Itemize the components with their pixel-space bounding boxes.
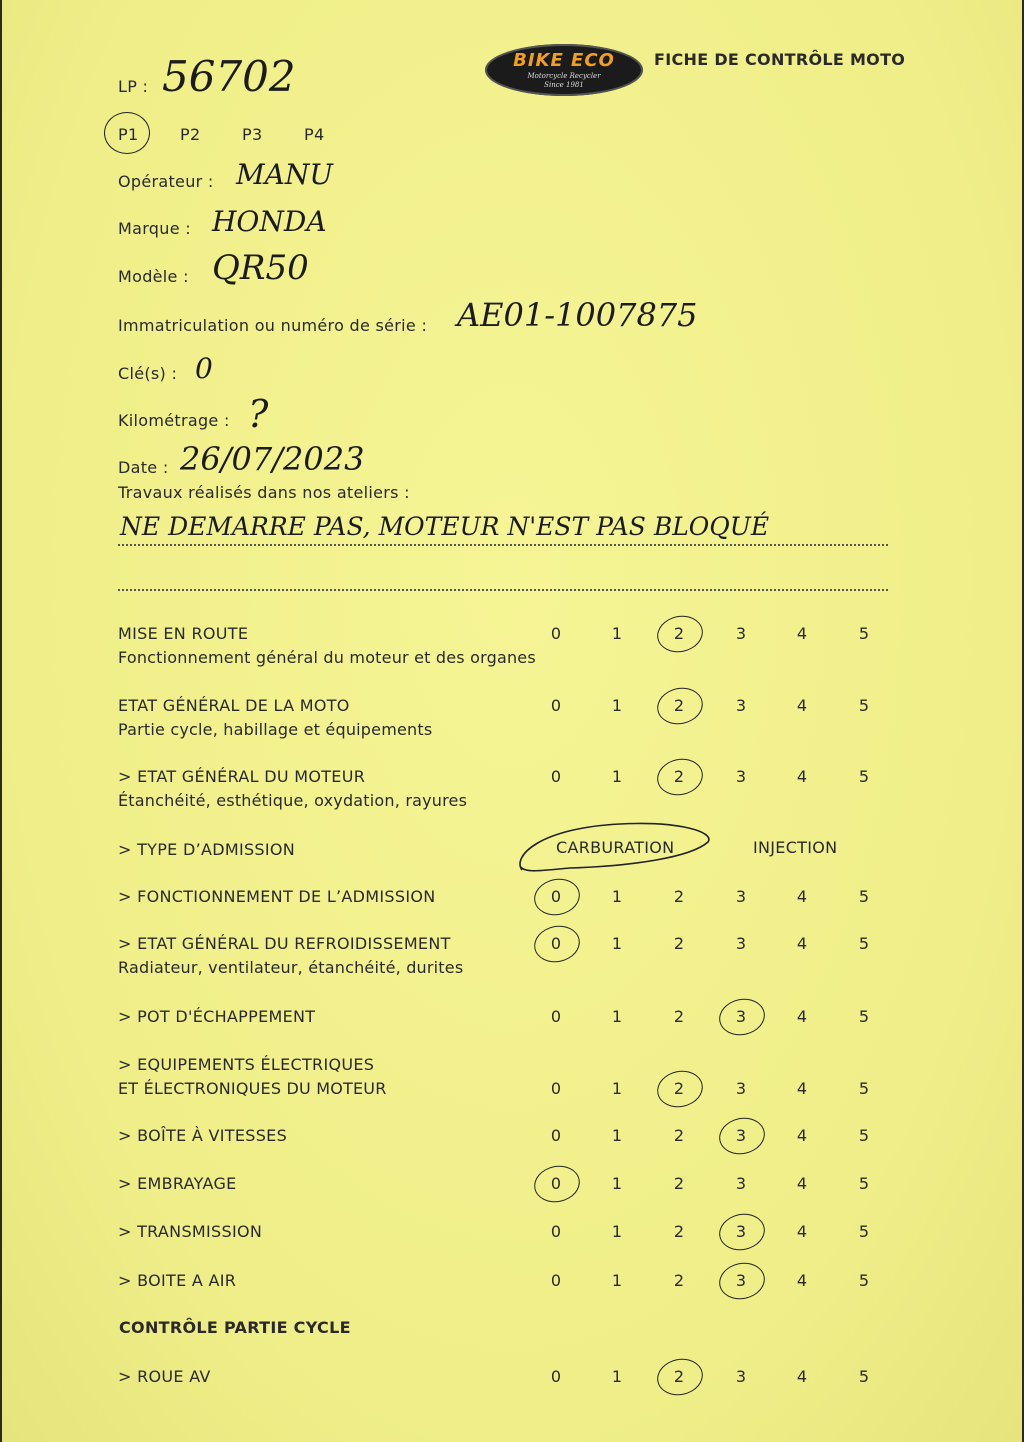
score-option: 1 [611,1271,623,1290]
position-p1: P1 [118,125,139,144]
row-subtitle: Étanchéité, esthétique, oxydation, rayures [118,791,468,810]
score-option: 4 [796,1222,808,1241]
score-option: 2 [673,887,685,906]
sheet-title: FICHE DE CONTRÔLE MOTO [654,50,906,69]
cles-value: 0 [195,352,213,385]
logo-tagline: Motorcycle Recycler [527,72,601,80]
score-option: 3 [735,1079,747,1098]
score-option: 4 [796,696,808,715]
score-option: 2 [673,1222,685,1241]
score-option: 0 [550,934,562,953]
score-option: 1 [611,1174,623,1193]
row-title: > ETAT GÉNÉRAL DU REFROIDISSEMENT [118,934,451,953]
score-option: 0 [550,1079,562,1098]
marque-value: HONDA [212,205,327,238]
score-option: 2 [673,624,685,643]
score-option: 1 [611,887,623,906]
row-title: > POT D'ÉCHAPPEMENT [118,1007,316,1026]
operateur-value: MANU [236,158,333,191]
score-option: 3 [735,1007,747,1026]
score-option: 0 [550,1367,562,1386]
position-p3: P3 [242,125,263,144]
score-option: 2 [673,767,685,786]
row-title: > EMBRAYAGE [118,1174,237,1193]
score-option: 4 [796,624,808,643]
score-option: 2 [673,1007,685,1026]
score-option: 4 [796,934,808,953]
km-value: ? [248,392,269,436]
score-option: 4 [796,1126,808,1145]
row-title: > ETAT GÉNÉRAL DU MOTEUR [118,767,366,786]
score-option: 3 [735,1222,747,1241]
score-option: 5 [858,1222,870,1241]
travaux-value: NE DEMARRE PAS, MOTEUR N'EST PAS BLOQUÉ [120,512,770,541]
modele-value: QR50 [212,248,309,288]
lp-label: LP : [118,77,149,96]
row-subtitle: Radiateur, ventilateur, étanchéité, durites [118,958,464,977]
km-label: Kilométrage : [118,411,230,430]
selected-score-circle [654,1067,706,1112]
score-option: 5 [858,1271,870,1290]
row-title: ETAT GÉNÉRAL DE LA MOTO [118,696,350,715]
score-option: 3 [735,767,747,786]
score-option: 1 [611,767,623,786]
score-option: 4 [796,767,808,786]
score-option: 1 [611,1222,623,1241]
score-option: 3 [735,696,747,715]
logo-since: Since 1981 [544,81,584,89]
score-option: 3 [735,1174,747,1193]
score-option: 3 [735,1367,747,1386]
immat-label: Immatriculation ou numéro de série : [118,316,428,335]
score-option: 4 [796,1174,808,1193]
section-cycle-title: CONTRÔLE PARTIE CYCLE [119,1318,351,1337]
row-title: > BOÎTE À VITESSES [118,1126,288,1145]
position-p4: P4 [304,125,325,144]
modele-label: Modèle : [118,267,189,286]
logo-brand: BIKE ECO [513,50,615,71]
score-option: 2 [673,1367,685,1386]
date-value: 26/07/2023 [180,440,365,478]
score-option: 5 [858,934,870,953]
selected-score-circle [654,755,706,800]
score-option: 5 [858,1174,870,1193]
cles-label: Clé(s) : [118,364,178,383]
selected-score-circle [716,1210,768,1255]
row-subtitle: Fonctionnement général du moteur et des organes [118,648,536,667]
score-option: 0 [550,624,562,643]
score-option: 5 [858,1007,870,1026]
score-option: 1 [611,1367,623,1386]
score-option: 5 [858,767,870,786]
score-option: 4 [796,1367,808,1386]
score-option: 2 [673,1079,685,1098]
selected-score-circle [716,995,768,1040]
score-option: 4 [796,1079,808,1098]
score-option: 4 [796,1007,808,1026]
score-option: 1 [611,1126,623,1145]
score-option: 0 [550,1174,562,1193]
score-option: 2 [673,1174,685,1193]
score-option: 0 [550,1126,562,1145]
score-option: 5 [858,1367,870,1386]
selected-score-circle [531,1162,583,1207]
row-title: > BOITE A AIR [118,1271,237,1290]
marque-label: Marque : [118,219,191,238]
score-option: 2 [673,696,685,715]
score-option: 5 [858,1079,870,1098]
selected-score-circle [654,612,706,657]
row-title: > FONCTIONNEMENT DE L’ADMISSION [118,887,436,906]
operateur-label: Opérateur : [118,172,214,191]
score-option: 3 [735,624,747,643]
immat-value: AE01-1007875 [457,296,698,334]
lp-value: 56702 [162,52,296,101]
score-option: 0 [550,887,562,906]
position-p2: P2 [180,125,201,144]
score-option: 1 [611,624,623,643]
score-option: 3 [735,934,747,953]
position-selected-circle [104,112,150,154]
score-option: 2 [673,1271,685,1290]
score-option: 3 [735,1126,747,1145]
score-option: 3 [735,887,747,906]
score-option: 1 [611,696,623,715]
control-sheet [2,0,1022,1442]
admission-title: > TYPE D’ADMISSION [118,840,296,859]
row-title: > ROUE AV [118,1367,211,1386]
admission-carburation: CARBURATION [556,838,675,857]
row-title: MISE EN ROUTE [118,624,249,643]
selected-score-circle [716,1114,768,1159]
bike-eco-logo [485,44,643,96]
score-option: 5 [858,624,870,643]
travaux-label: Travaux réalisés dans nos ateliers : [118,483,410,502]
score-option: 1 [611,1079,623,1098]
score-option: 1 [611,1007,623,1026]
score-option: 5 [858,696,870,715]
score-option: 0 [550,1222,562,1241]
selected-score-circle [531,875,583,920]
travaux-line-2 [118,589,888,591]
score-option: 3 [735,1271,747,1290]
date-label: Date : [118,458,169,477]
selected-score-circle [654,684,706,729]
score-option: 0 [550,767,562,786]
row-title: > TRANSMISSION [118,1222,263,1241]
score-option: 2 [673,1126,685,1145]
score-option: 0 [550,1271,562,1290]
selected-score-circle [531,922,583,967]
score-option: 1 [611,934,623,953]
travaux-line-1 [118,544,888,546]
score-option: 0 [550,1007,562,1026]
score-option: 5 [858,1126,870,1145]
row-title: > EQUIPEMENTS ÉLECTRIQUES [118,1055,375,1074]
score-option: 4 [796,887,808,906]
score-option: 5 [858,887,870,906]
row-subtitle: ET ÉLECTRONIQUES DU MOTEUR [118,1079,387,1098]
selected-score-circle [654,1355,706,1400]
selected-score-circle [716,1259,768,1304]
row-subtitle: Partie cycle, habillage et équipements [118,720,433,739]
carburation-circle [510,818,720,880]
score-option: 4 [796,1271,808,1290]
admission-injection: INJECTION [753,838,838,857]
score-option: 2 [673,934,685,953]
score-option: 0 [550,696,562,715]
